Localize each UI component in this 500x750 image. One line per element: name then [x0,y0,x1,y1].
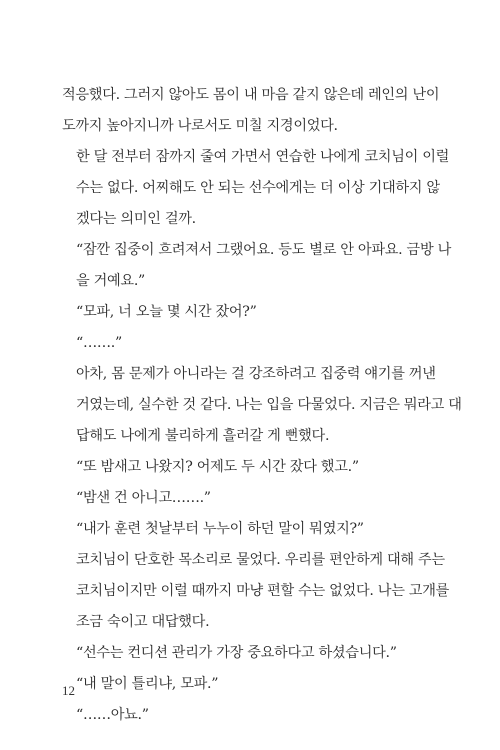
text-line: 을 거예요.” [76,273,145,289]
text-line: 한 달 전부터 잠까지 줄여 가면서 연습한 나에게 코치님이 이럴 [76,149,450,165]
paragraph [62,80,438,142]
text-line: 수는 없다. 어찌해도 안 되는 선수에게는 더 이상 기대하지 않 [76,180,440,196]
paragraph [62,545,450,638]
paragraph [62,483,438,514]
text-line: 적응했다. 그러지 않아도 몸이 내 마음 같지 않은데 레인의 난이 [62,87,440,103]
paragraph [62,359,462,452]
paragraph [62,297,438,328]
paragraph [62,669,438,700]
text-line: “잠깐 집중이 흐려져서 그랬어요. 등도 별로 안 아파요. 금방 나 [76,242,451,258]
paragraph [62,514,438,545]
paragraph [62,235,451,297]
text-line: “……아뇨.” [76,707,149,723]
text-line: “내가 훈련 첫날부터 누누이 하던 말이 뭐였지?” [76,521,364,537]
text-line: “내 말이 틀리냐, 모파.” [76,676,219,692]
paragraph [62,142,450,235]
paragraph [62,638,438,669]
text-line: 조금 숙이고 대답했다. [76,614,210,630]
paragraph [62,328,438,359]
text-line: “모파, 너 오늘 몇 시간 잤어?” [76,304,257,320]
text-line: 거였는데, 실수한 것 같다. 나는 입을 다물었다. 지금은 뭐라고 대 [76,397,462,413]
paragraph [62,452,438,483]
text-line: 답해도 나에게 불리하게 흘러갈 게 뻔했다. [76,428,330,444]
text-line: 아차, 몸 문제가 아니라는 걸 강조하려고 집중력 얘기를 꺼낸 [76,366,436,382]
text-line: 도까지 높아지니까 나로서도 미칠 지경이었다. [62,118,338,134]
text-line: “밤샌 건 아니고…….” [76,490,211,506]
text-line: 코치님이 단호한 목소리로 물었다. 우리를 편안하게 대해 주는 [76,552,445,568]
text-line: “…….” [76,335,122,351]
text-line: 겠다는 의미인 걸까. [76,211,196,227]
paragraph [62,700,438,731]
text-line: “또 밤새고 나왔지? 어제도 두 시간 잤다 했고.” [76,459,359,475]
text-line: 코치님이지만 이럴 때까지 마냥 편할 수는 없었다. 나는 고개를 [76,583,450,599]
page-number: 12 [62,683,75,698]
text-line: “선수는 컨디션 관리가 가장 중요하다고 하셨습니다.” [76,645,397,661]
page-body [62,80,462,731]
